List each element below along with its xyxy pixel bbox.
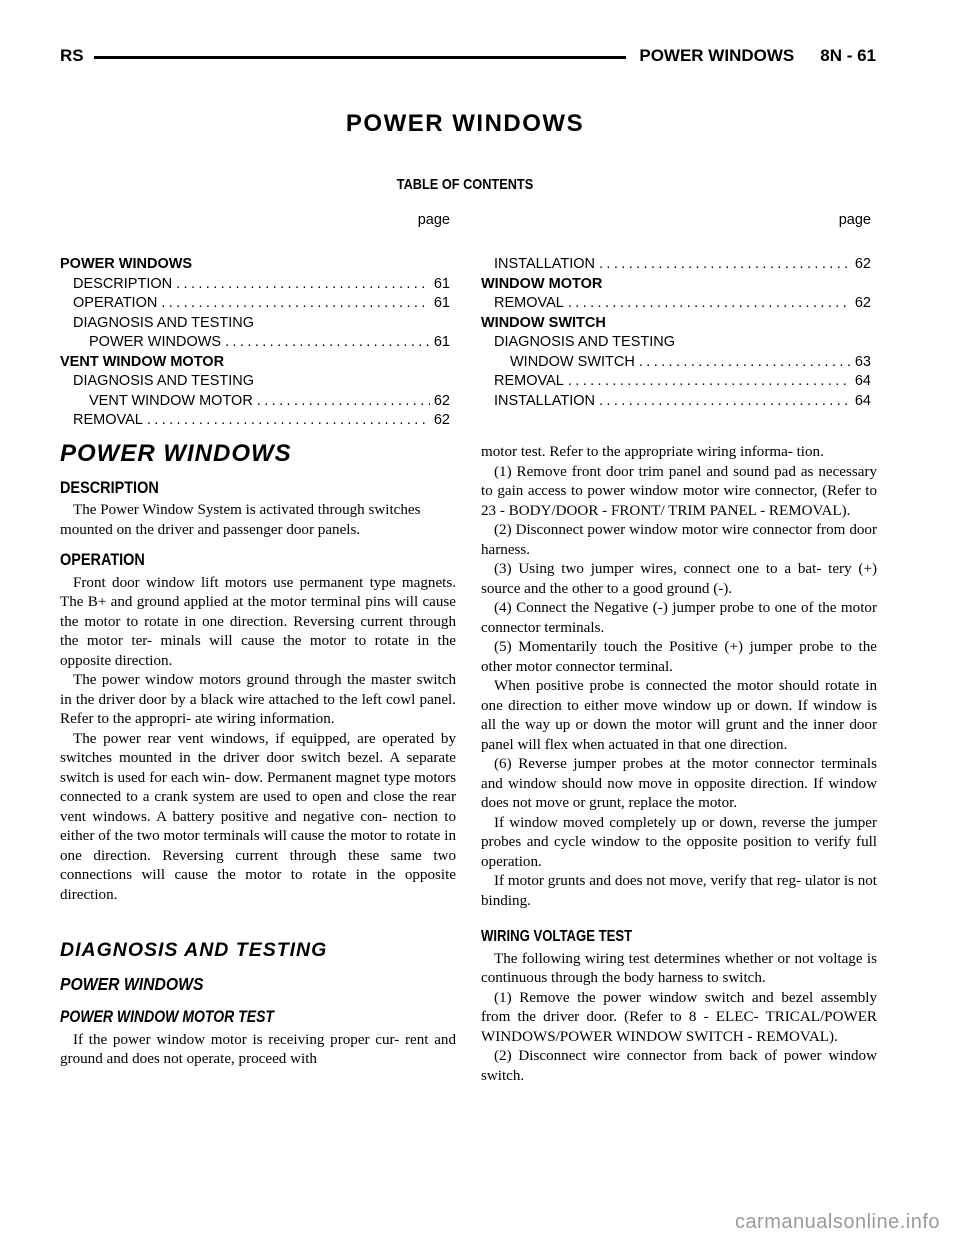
paragraph: The Power Window System is activated through switches mounted on the driver and passenger door panels. — [60, 502, 421, 538]
toc-entry[interactable]: REMOVAL ..... 62 — [481, 295, 871, 315]
section-heading: DIAGNOSIS AND TESTING — [60, 939, 328, 961]
paragraph: (1) Remove the power window switch and bezel assembly from the driver door. (Refer to 8 - ELEC- TRICAL/POWER WINDOWS/POWER WINDOW SWITCH - REMOVAL). — [481, 989, 877, 1045]
paragraph: If the power window motor is receiving proper cur- rent and ground and does not operate, proceed with — [60, 1031, 456, 1067]
paragraph: (6) Reverse jumper probes at the motor connector terminals and window should now move in opposite direction. If window does not move or grunt, replace the motor. — [481, 756, 877, 811]
paragraph: If window moved completely up or down, reverse the jumper probes and cycle window to the opposite position to verify full operation. — [481, 814, 877, 870]
paragraph: The power window motors ground through the master switch in the driver door by a black wire attached to the left cowl panel. Refer to the appropri- ate wiring information. — [60, 672, 456, 727]
paragraph: Front door window lift motors use permanent type magnets. The B+ and ground applied at the motor terminal pins will cause the motor to rotate in one direction. Reversing current through the motor ter- minals will cause the motor to rotate in the opposite direction. — [60, 574, 456, 669]
toc-entry[interactable]: INSTALLATION ..... 64 — [481, 393, 871, 413]
toc-entry[interactable]: WINDOW MOTOR — [481, 275, 603, 292]
header-page-number: 8N - 61 — [820, 46, 876, 65]
toc-entry[interactable]: DESCRIPTION ..... 61 — [60, 276, 450, 296]
toc-title: TABLE OF CONTENTS — [396, 176, 534, 193]
paragraph: (4) Connect the Negative (-) jumper probe to one of the motor connector terminals. — [481, 600, 877, 636]
subsection-heading: OPERATION — [60, 550, 145, 569]
toc-entry[interactable]: POWER WINDOWS ..... 61 — [60, 334, 450, 354]
toc-entry[interactable]: INSTALLATION ..... 62 — [481, 256, 871, 276]
paragraph: (3) Using two jumper wires, connect one to a bat- tery (+) source and the other to a good ground (-). — [481, 561, 877, 597]
toc-left-column — [60, 212, 450, 432]
toc-page-label: page — [838, 212, 871, 228]
paragraph: motor test. Refer to the appropriate wiring informa- tion. — [481, 444, 824, 460]
paragraph: The following wiring test determines whether or not voltage is continuous through the body harness to switch. — [481, 950, 877, 986]
paragraph: (2) Disconnect power window motor wire connector from door harness. — [481, 522, 877, 558]
paragraph: When positive probe is connected the motor should rotate in one direction to either move window up or down. If window is all the way up or down the motor will grunt and the inner door panel will flex when actuated in that one direction. — [481, 678, 877, 753]
toc-entry[interactable]: POWER WINDOWS — [60, 256, 193, 272]
header-section: POWER WINDOWS — [639, 46, 795, 65]
paragraph: If motor grunts and does not move, verify that reg- ulator is not binding. — [481, 873, 877, 909]
toc-entry[interactable]: WINDOW SWITCH ..... 63 — [481, 354, 871, 374]
toc-entry[interactable]: DIAGNOSIS AND TESTING — [73, 314, 255, 331]
toc-entry[interactable]: VENT WINDOW MOTOR — [60, 353, 225, 370]
body-left-column — [60, 440, 456, 1070]
page-title: POWER WINDOWS — [345, 110, 585, 137]
watermark: carmanualsonline.info — [734, 1211, 940, 1233]
toc-entry[interactable]: VENT WINDOW MOTOR ..... 62 — [60, 393, 450, 413]
toc-entry[interactable]: DIAGNOSIS AND TESTING — [73, 373, 255, 389]
page-header — [60, 46, 876, 72]
toc-entry[interactable]: REMOVAL ..... 62 — [60, 412, 450, 432]
paragraph: The power rear vent windows, if equipped, are operated by switches mounted in the driver door switch bezel. A separate switch is used for each win- dow. Permanent magnet type motors connected to a crank system are used to open and close the rear vent windows. A battery positive and negative con- nection to either of the two motor terminals will cause the motor to rotate in one direction. Reversing current through these same two connections will cause the motor to rotate in the opposite direction. — [60, 730, 456, 903]
header-left: RS — [60, 46, 84, 65]
paragraph: (1) Remove front door trim panel and sound pad as necessary to gain access to power window motor wire connector, (Refer to 23 - BODY/DOOR - FRONT/ TRIM PANEL - REMOVAL). — [481, 463, 877, 519]
procedure-heading: WIRING VOLTAGE TEST — [481, 928, 633, 945]
subsection-heading: POWER WINDOWS — [60, 973, 204, 994]
section-heading: POWER WINDOWS — [60, 440, 292, 467]
toc-entry[interactable]: WINDOW SWITCH — [481, 314, 606, 331]
header-rule — [94, 56, 626, 59]
toc-entry[interactable]: OPERATION ..... 61 — [60, 295, 450, 315]
subsection-heading: DESCRIPTION — [60, 477, 159, 497]
paragraph: (5) Momentarily touch the Positive (+) jumper probe to the other motor connector terminal. — [481, 639, 877, 675]
toc-entry[interactable]: REMOVAL ..... 64 — [481, 373, 871, 393]
paragraph: (2) Disconnect wire connector from back of power window switch. — [481, 1048, 877, 1084]
body-right-column — [481, 443, 877, 1086]
toc-page-label: page — [417, 212, 450, 228]
toc-right-column — [481, 212, 871, 412]
toc-entry[interactable]: DIAGNOSIS AND TESTING — [494, 334, 676, 350]
procedure-heading: POWER WINDOW MOTOR TEST — [60, 1008, 275, 1026]
header-right — [639, 46, 876, 66]
